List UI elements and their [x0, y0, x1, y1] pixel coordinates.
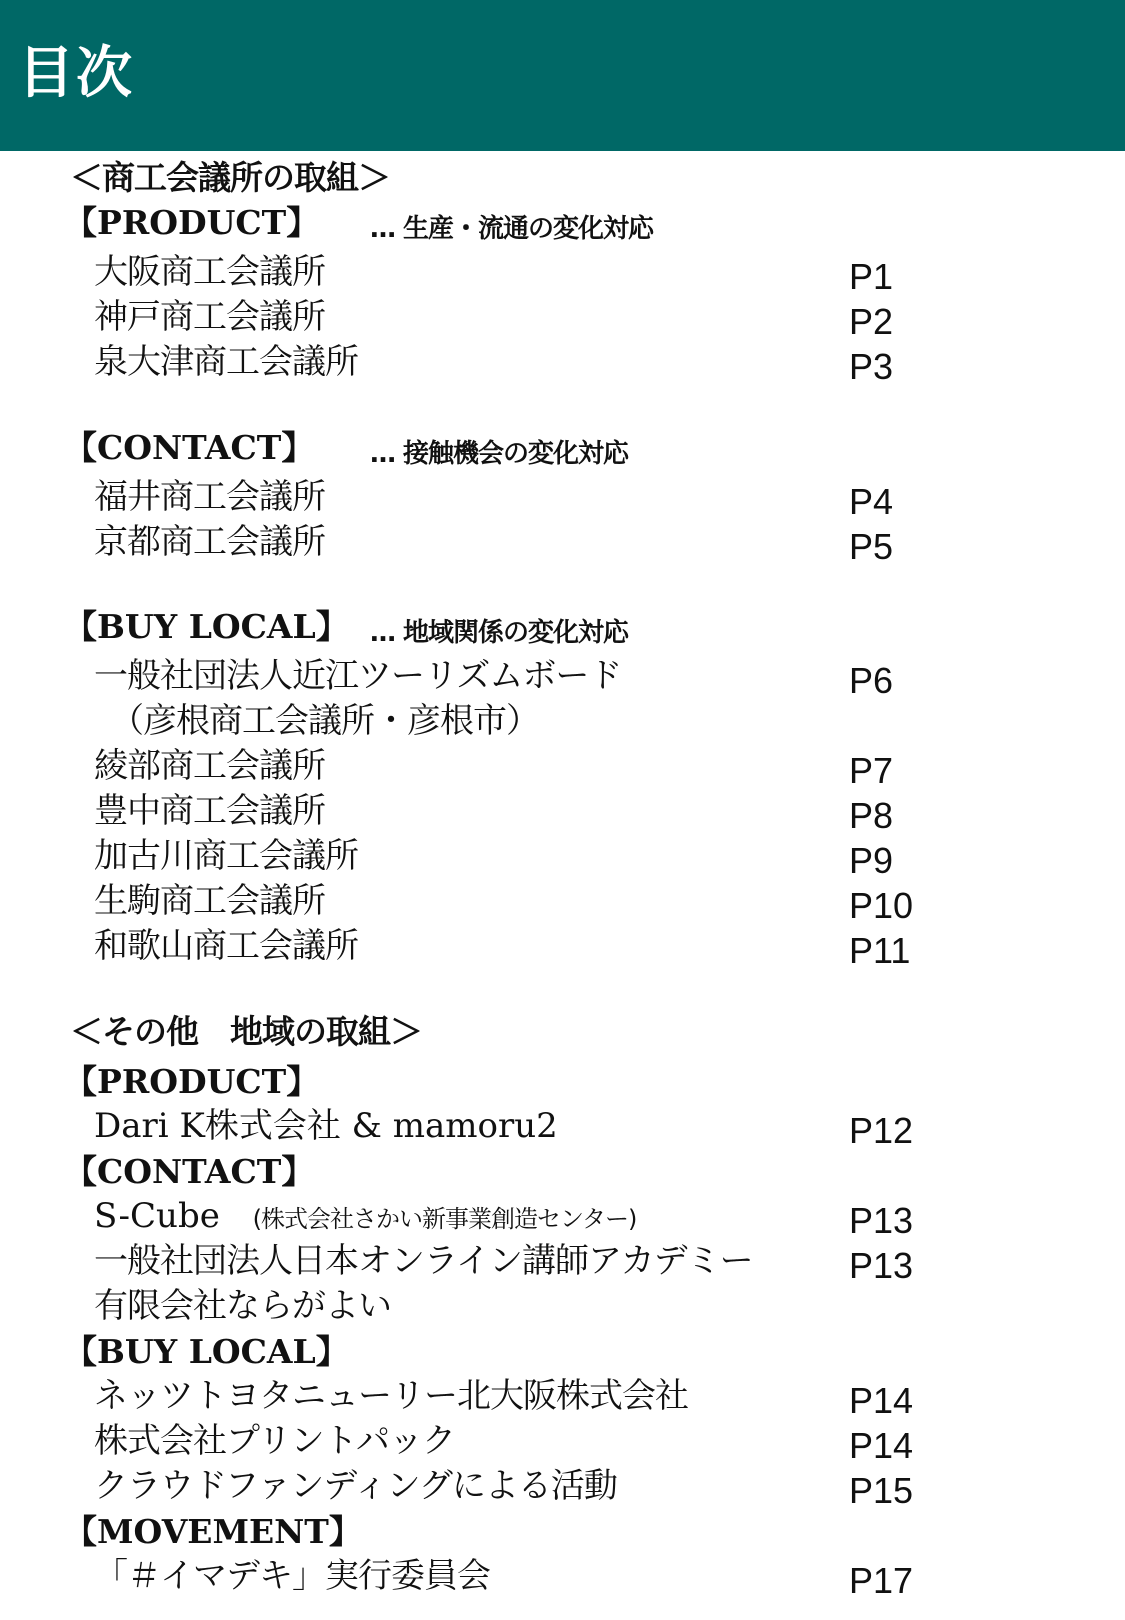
page-number[interactable]: P12	[849, 1110, 914, 1151]
page-number[interactable]: P7	[849, 750, 894, 791]
toc-entry[interactable]: 福井商工会議所	[94, 477, 325, 517]
page-number[interactable]: P15	[849, 1470, 914, 1511]
toc-entry[interactable]: 一般社団法人日本オンライン講師アカデミー	[94, 1241, 753, 1281]
page-number[interactable]: P9	[849, 840, 894, 881]
page-title: 目次	[18, 41, 134, 106]
toc-entry[interactable]: 神戸商工会議所	[94, 297, 325, 337]
category-description: … 生産・流通の変化対応	[370, 214, 654, 244]
page-number[interactable]: P8	[849, 795, 894, 836]
toc-entry-note: (株式会社さかい新事業創造センター)	[252, 1205, 637, 1233]
category-label: 【BUY LOCAL】	[64, 1332, 349, 1371]
toc-entry[interactable]: 生駒商工会議所	[94, 881, 325, 921]
toc-entry[interactable]: ネッツトヨタニューリー北大阪株式会社	[94, 1376, 688, 1416]
toc-entry[interactable]: 加古川商工会議所	[94, 836, 358, 876]
page-number[interactable]: P10	[849, 885, 914, 926]
toc-entry[interactable]: 京都商工会議所	[94, 522, 325, 562]
toc-entry[interactable]: 一般社団法人近江ツーリズムボード	[94, 656, 622, 696]
category-label: 【MOVEMENT】	[64, 1512, 362, 1551]
toc-entry[interactable]: 大阪商工会議所	[94, 252, 325, 292]
toc-entry[interactable]: 有限会社ならがよい	[94, 1286, 391, 1326]
page-number[interactable]: P5	[849, 526, 894, 567]
toc-entry[interactable]: 綾部商工会議所	[94, 746, 325, 786]
category-label: 【CONTACT】	[64, 428, 315, 467]
toc-entry[interactable]: クラウドファンディングによる活動	[94, 1466, 617, 1506]
toc-entry[interactable]: Dari K株式会社 & mamoru2	[94, 1106, 558, 1146]
page-number[interactable]: P13	[849, 1200, 914, 1241]
toc-entry[interactable]	[94, 1195, 636, 1240]
category-label: 【CONTACT】	[64, 1152, 315, 1191]
page-number[interactable]: P3	[849, 346, 894, 387]
category-label: 【PRODUCT】	[64, 1062, 320, 1101]
category-label: 【BUY LOCAL】	[64, 607, 349, 646]
page-number[interactable]: P14	[849, 1425, 914, 1466]
page-number[interactable]: P11	[849, 930, 911, 971]
page-number[interactable]: P2	[849, 301, 894, 342]
page-number[interactable]: P17	[849, 1560, 914, 1601]
toc-entry[interactable]: 泉大津商工会議所	[94, 342, 358, 382]
toc-entry[interactable]: 株式会社プリントパック	[94, 1421, 455, 1461]
section-heading: ＜その他 地域の取組＞	[70, 1012, 422, 1051]
toc-entry-name: S-Cube	[94, 1196, 220, 1236]
toc-entry-note: （彦根商工会議所・彦根市）	[110, 701, 539, 741]
page-number[interactable]: P13	[849, 1245, 914, 1286]
page-number[interactable]: P6	[849, 660, 894, 701]
category-label: 【PRODUCT】	[64, 203, 320, 242]
section-heading: ＜商工会議所の取組＞	[70, 158, 390, 197]
toc-entry[interactable]: 豊中商工会議所	[94, 791, 325, 831]
category-description: … 接触機会の変化対応	[370, 439, 629, 469]
page-number[interactable]: P14	[849, 1380, 914, 1421]
page-number[interactable]: P4	[849, 481, 894, 522]
toc-entry[interactable]: 和歌山商工会議所	[94, 926, 358, 966]
category-description: … 地域関係の変化対応	[370, 618, 629, 648]
toc-entry[interactable]: 「＃イマデキ」実行委員会	[94, 1556, 490, 1596]
page-number[interactable]: P1	[849, 256, 894, 297]
header-bar	[0, 0, 1125, 151]
